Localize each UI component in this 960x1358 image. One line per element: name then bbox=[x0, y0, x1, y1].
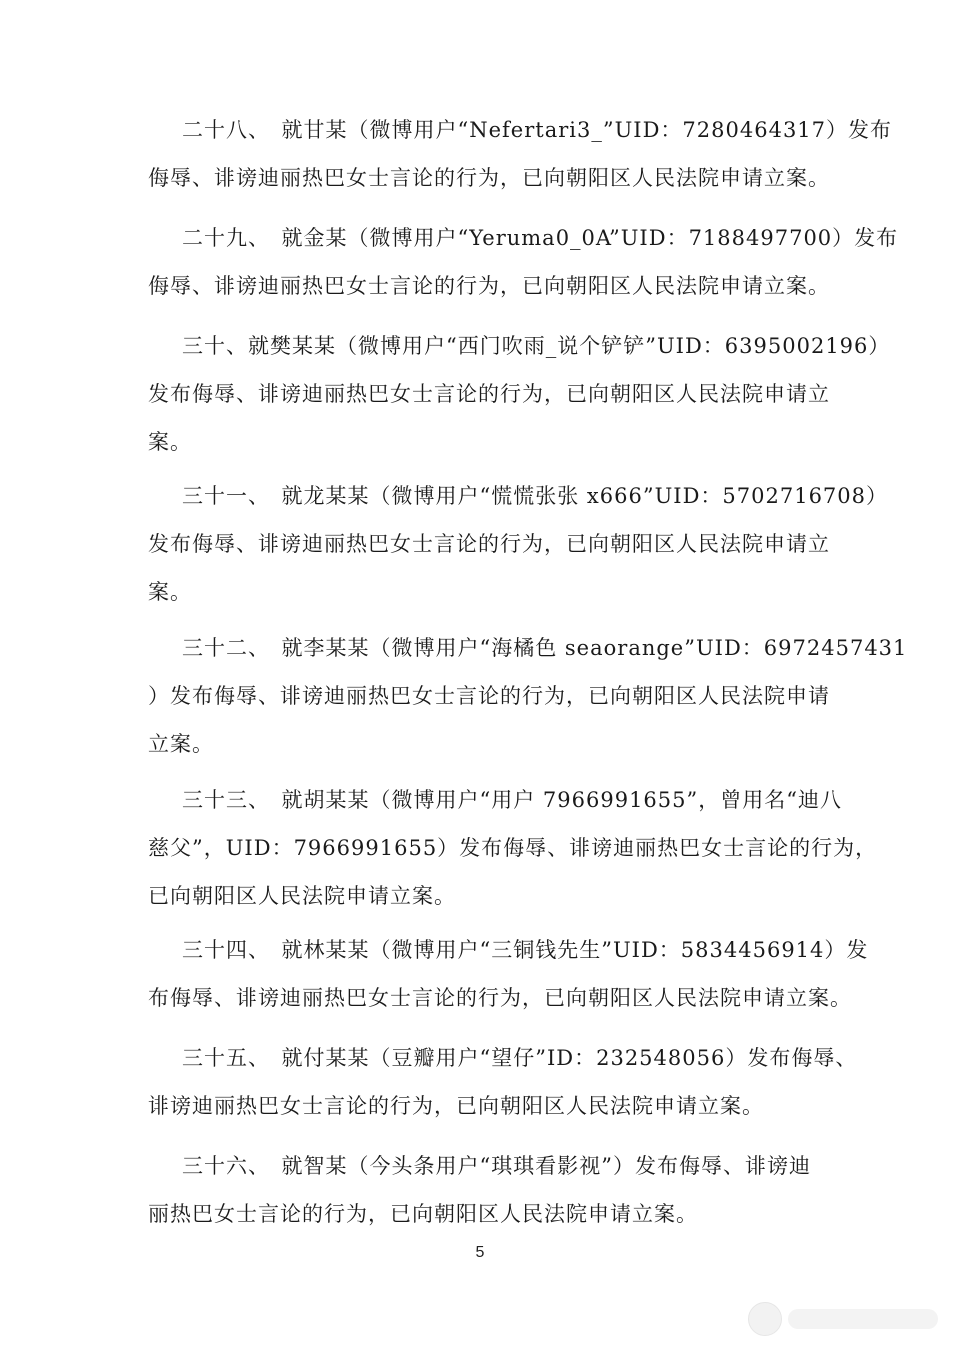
paragraph-line: 侮辱、诽谤迪丽热巴女士言论的行为，已向朝阳区人民法院申请立案。 bbox=[148, 274, 830, 298]
paragraph-28 bbox=[148, 106, 893, 202]
paragraph-line: 丽热巴女士言论的行为，已向朝阳区人民法院申请立案。 bbox=[148, 1202, 698, 1226]
paragraph-32 bbox=[148, 624, 908, 768]
paragraph-line: 三十五、 就付某某（豆瓣用户“望仔”ID：232548056）发布侮辱、 bbox=[182, 1046, 858, 1070]
paragraph-36 bbox=[148, 1142, 848, 1238]
paragraph-line: 三十六、 就智某（今头条用户“琪琪看影视”）发布侮辱、诽谤迪 bbox=[182, 1154, 811, 1178]
paragraph-35 bbox=[148, 1034, 858, 1130]
paragraph-line: 已向朝阳区人民法院申请立案。 bbox=[148, 884, 456, 908]
page-number: 5 bbox=[475, 1244, 485, 1261]
paragraph-line: 发布侮辱、诽谤迪丽热巴女士言论的行为，已向朝阳区人民法院申请立 bbox=[148, 382, 830, 406]
paragraph-line: 三十二、 就李某某（微博用户“海橘色 seaorange”UID：6972457431 bbox=[182, 636, 908, 660]
paragraph-line: 三十四、 就林某某（微博用户“三铜钱先生”UID：5834456914）发 bbox=[182, 938, 869, 962]
paragraph-33 bbox=[148, 776, 878, 920]
watermark-avatar-icon bbox=[748, 1302, 782, 1336]
paragraph-31 bbox=[148, 472, 889, 616]
paragraph-line: 案。 bbox=[148, 430, 192, 454]
paragraph-line: 二十八、 就甘某（微博用户“Nefertari3_”UID：7280464317）发布 bbox=[182, 118, 893, 142]
paragraph-30 bbox=[148, 322, 891, 466]
watermark bbox=[748, 1302, 938, 1336]
paragraph-line: 诽谤迪丽热巴女士言论的行为，已向朝阳区人民法院申请立案。 bbox=[148, 1094, 764, 1118]
watermark-text-placeholder bbox=[788, 1309, 938, 1329]
paragraph-29 bbox=[148, 214, 899, 310]
paragraph-line: 案。 bbox=[148, 580, 192, 604]
paragraph-line: 二十九、 就金某（微博用户“Yeruma0_0A”UID：7188497700）发布 bbox=[182, 226, 899, 250]
paragraph-line: 布侮辱、诽谤迪丽热巴女士言论的行为，已向朝阳区人民法院申请立案。 bbox=[148, 986, 852, 1010]
paragraph-line: 立案。 bbox=[148, 732, 214, 756]
paragraph-line: 三十、就樊某某（微博用户“西门吹雨_说个铲铲”UID：6395002196） bbox=[182, 334, 891, 358]
paragraph-line: 侮辱、诽谤迪丽热巴女士言论的行为，已向朝阳区人民法院申请立案。 bbox=[148, 166, 830, 190]
paragraph-line: 三十一、 就龙某某（微博用户“慌慌张张 x666”UID：5702716708） bbox=[182, 484, 889, 508]
paragraph-34 bbox=[148, 926, 869, 1022]
paragraph-line: 发布侮辱、诽谤迪丽热巴女士言论的行为，已向朝阳区人民法院申请立 bbox=[148, 532, 830, 556]
paragraph-line: ）发布侮辱、诽谤迪丽热巴女士言论的行为，已向朝阳区人民法院申请 bbox=[148, 684, 830, 708]
paragraph-line: 三十三、 就胡某某（微博用户“用户 7966991655”，曾用名“迪八 bbox=[182, 788, 842, 812]
paragraph-line: 慈父”，UID：7966991655）发布侮辱、诽谤迪丽热巴女士言论的行为， bbox=[148, 836, 878, 860]
